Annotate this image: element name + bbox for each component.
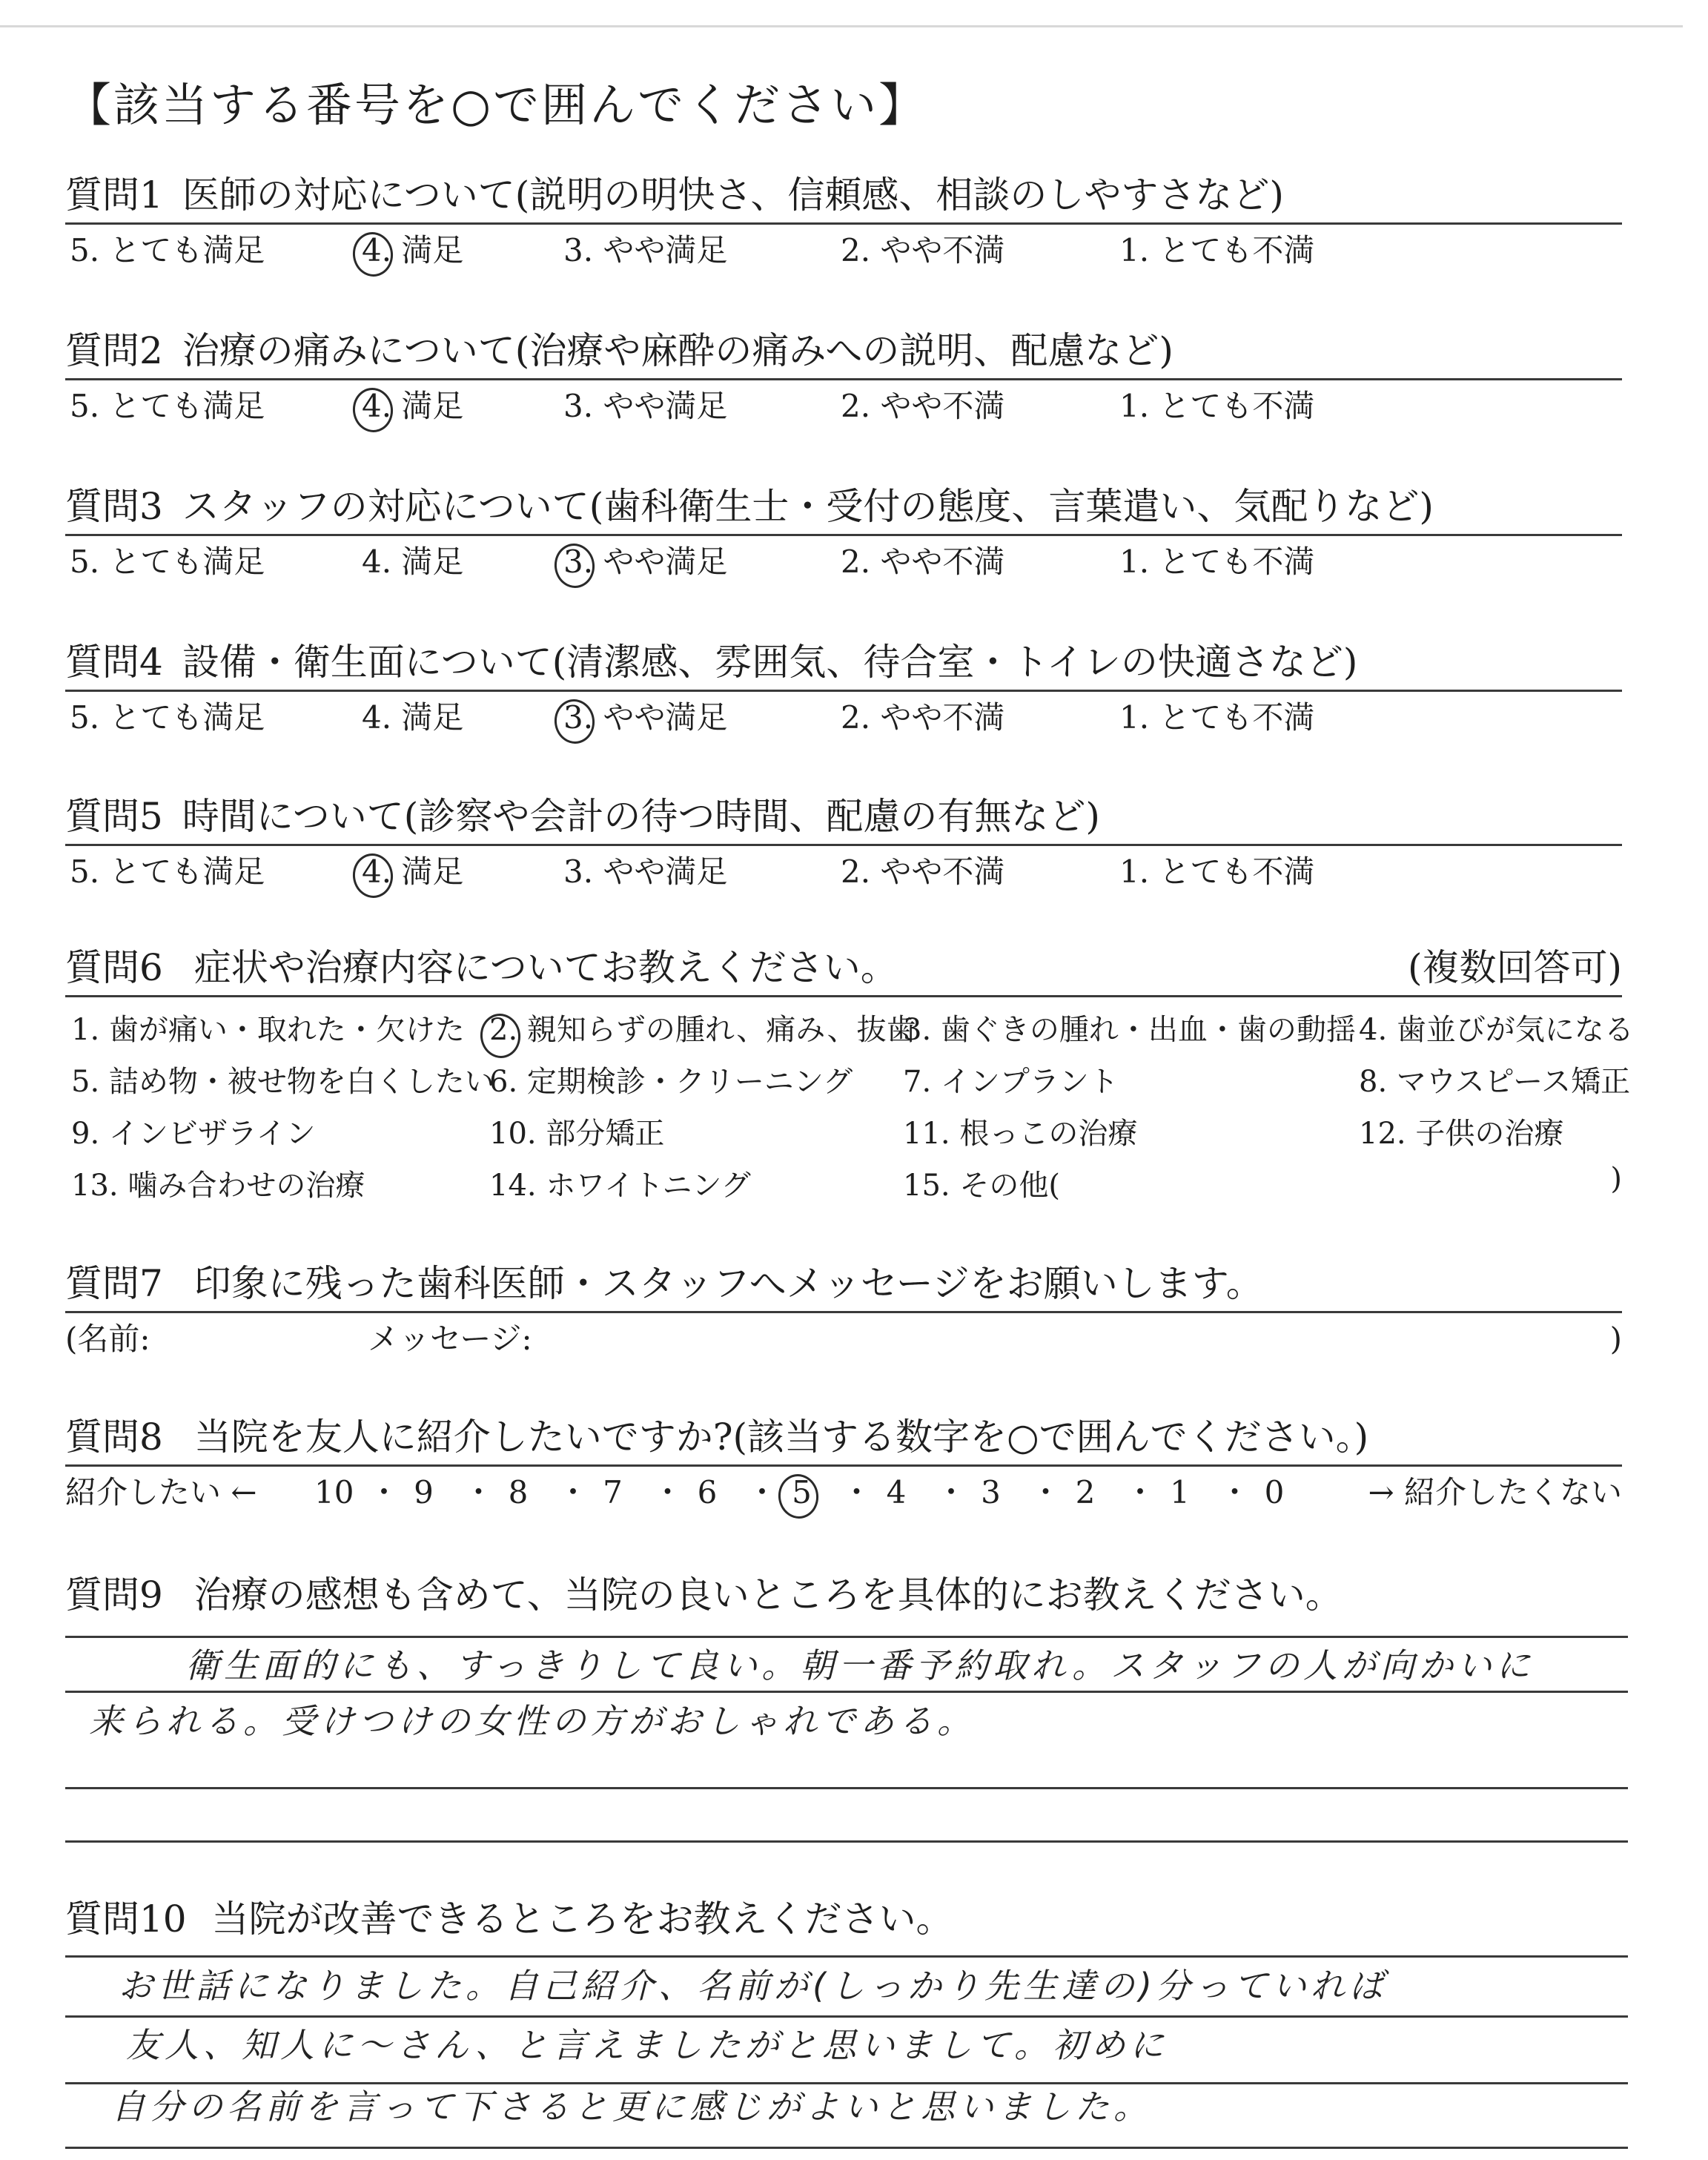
rating-option-label: 3. やや満足 xyxy=(563,853,728,890)
scale-value-10[interactable]: 10 xyxy=(314,1474,354,1510)
rating-options xyxy=(65,692,1622,744)
rating-option-label: 3. やや満足 xyxy=(563,232,728,268)
rating-option-label: 3. やや満足 xyxy=(563,388,728,424)
symptom-option-14[interactable]: 14. ホワイトニング xyxy=(489,1169,751,1203)
rating-option-label: 4. 満足 xyxy=(362,380,463,432)
symptom-option-12[interactable]: 12. 子供の治療 xyxy=(1359,1117,1564,1151)
symptom-option-10[interactable]: 10. 部分矯正 xyxy=(489,1117,665,1151)
rating-option-3[interactable] xyxy=(563,692,727,744)
scale-separator: ・ xyxy=(841,1474,873,1510)
symptom-option-1[interactable]: 1. 歯が痛い・取れた・欠けた xyxy=(71,1013,465,1047)
question-text: 時間について(診察や会計の待つ時間、配慮の有無など) xyxy=(182,795,1100,838)
symptom-option-5[interactable]: 5. 詰め物・被せ物を白くしたい xyxy=(71,1065,494,1099)
answer-line xyxy=(65,2015,1628,2018)
scale-value-8[interactable]: 8 xyxy=(508,1474,529,1510)
scale-separator: ・ xyxy=(1030,1474,1062,1510)
rating-option-label: 5. とても満足 xyxy=(70,232,265,268)
scale-separator: ・ xyxy=(1125,1474,1156,1510)
rating-option-2[interactable] xyxy=(841,380,1004,432)
rating-option-label: 2. やや不満 xyxy=(841,853,1005,890)
other-close-paren: ) xyxy=(1610,1162,1622,1196)
rating-option-label: 5. とても満足 xyxy=(70,544,265,580)
question-text: 治療の感想も含めて、当院の良いところを具体的にお教えください。 xyxy=(193,1573,1343,1616)
rating-option-label: 4. 満足 xyxy=(362,544,464,580)
rating-option-label: 4. 満足 xyxy=(362,225,463,277)
page-title: 【該当する番号を○で囲んでください】 xyxy=(65,78,927,132)
rating-option-1[interactable] xyxy=(1119,380,1314,432)
rating-option-label: 1. とても不満 xyxy=(1119,232,1315,268)
scale-value-2[interactable]: 2 xyxy=(1075,1474,1096,1510)
rating-option-1[interactable] xyxy=(1119,846,1314,898)
scale-value-7[interactable]: 7 xyxy=(603,1474,623,1510)
rating-option-1[interactable] xyxy=(1119,536,1314,588)
answer-line xyxy=(65,1691,1628,1693)
rating-option-label: 3. やや満足 xyxy=(563,536,727,588)
scale-value-3[interactable]: 3 xyxy=(981,1474,1001,1510)
rating-option-2[interactable] xyxy=(841,846,1004,898)
question-label: 質問5 xyxy=(65,795,163,838)
scale-separator: ・ xyxy=(1219,1474,1251,1510)
question-label: 質問8 xyxy=(65,1416,163,1459)
q7-fields xyxy=(65,1313,1622,1365)
question-9 xyxy=(65,1571,1622,1619)
rating-option-1[interactable] xyxy=(1119,692,1314,744)
question-7 xyxy=(65,1259,1622,1365)
scale-left-label: 紹介したい ← xyxy=(65,1474,257,1510)
rating-option-4[interactable] xyxy=(362,536,463,588)
close-paren: ) xyxy=(1609,1321,1622,1357)
question-label: 質問3 xyxy=(65,485,163,528)
rating-option-label: 2. やや不満 xyxy=(841,699,1005,736)
rating-option-4[interactable] xyxy=(362,380,463,432)
rating-option-1[interactable] xyxy=(1119,225,1314,277)
rating-option-label: 5. とても満足 xyxy=(70,699,265,736)
scale-value-4[interactable]: 4 xyxy=(886,1474,907,1510)
rating-option-label: 3. やや満足 xyxy=(563,692,727,744)
multi-answer-note: (複数回答可) xyxy=(1407,946,1622,989)
question-text: 当院が改善できるところをお教えください。 xyxy=(211,1898,953,1941)
scale-value-1[interactable]: 1 xyxy=(1170,1474,1190,1510)
answer-line xyxy=(65,2147,1628,2149)
answer-line xyxy=(65,1636,1628,1638)
answer-line xyxy=(65,1955,1628,1958)
question-1 xyxy=(65,171,1622,277)
name-label: (名前: xyxy=(65,1321,150,1357)
scale-separator: ・ xyxy=(463,1474,494,1510)
answer-line xyxy=(65,1840,1628,1843)
scale-separator: ・ xyxy=(652,1474,683,1510)
rating-option-2[interactable] xyxy=(841,225,1004,277)
top-border xyxy=(0,25,1683,27)
rating-option-5[interactable] xyxy=(70,225,265,277)
rating-option-label: 4. 満足 xyxy=(362,846,463,898)
symptom-option-11[interactable]: 11. 根っこの治療 xyxy=(903,1117,1138,1151)
rating-option-2[interactable] xyxy=(841,536,1004,588)
question-label: 質問2 xyxy=(65,329,163,372)
symptom-option-2[interactable]: 2. 親知らずの腫れ、痛み、抜歯 xyxy=(489,1006,916,1048)
rating-option-5[interactable] xyxy=(70,846,265,898)
symptom-option-13[interactable]: 13. 噛み合わせの治療 xyxy=(71,1169,365,1203)
rating-option-label: 1. とても不満 xyxy=(1119,544,1315,580)
question-label: 質問7 xyxy=(65,1262,163,1305)
question-text: 治療の痛みについて(治療や麻酔の痛みへの説明、配慮など) xyxy=(182,329,1174,372)
rating-option-label: 2. やや不満 xyxy=(841,544,1005,580)
symptom-option-3[interactable]: 3. 歯ぐきの腫れ・出血・歯の動揺 xyxy=(903,1013,1356,1047)
question-4 xyxy=(65,638,1622,744)
rating-option-label: 2. やや不満 xyxy=(841,388,1005,424)
rating-option-3[interactable] xyxy=(563,536,727,588)
symptom-option-9[interactable]: 9. インビザライン xyxy=(71,1117,316,1151)
rating-option-label: 5. とても満足 xyxy=(70,388,265,424)
scale-value-0[interactable]: 0 xyxy=(1264,1474,1285,1510)
symptom-option-4[interactable]: 4. 歯並びが気になる xyxy=(1359,1013,1634,1047)
question-label: 質問1 xyxy=(65,174,163,217)
message-label: メッセージ: xyxy=(368,1321,532,1357)
rating-option-label: 1. とても不満 xyxy=(1119,699,1315,736)
rating-option-3[interactable] xyxy=(563,380,727,432)
question-text: 医師の対応について(説明の明快さ、信頼感、相談のしやすさなど) xyxy=(182,174,1284,217)
symptom-option-8[interactable]: 8. マウスピース矯正 xyxy=(1359,1065,1631,1099)
scale-value-6[interactable]: 6 xyxy=(697,1474,718,1510)
question-3 xyxy=(65,482,1622,588)
question-text: 症状や治療内容についてお教えください。 xyxy=(193,946,898,989)
rating-options xyxy=(65,380,1622,432)
scale-separator: ・ xyxy=(368,1474,400,1510)
q9-answer-line-1: 衛生面的にも、すっきりして良い。朝一番予約取れ。スタッフの人が向かいに xyxy=(185,1645,1535,1685)
question-2 xyxy=(65,326,1622,432)
question-10 xyxy=(65,1895,1622,1943)
question-label: 質問10 xyxy=(65,1898,187,1941)
scale-value-9[interactable]: 9 xyxy=(414,1474,434,1510)
question-5 xyxy=(65,792,1622,898)
question-text: スタッフの対応について(歯科衛生士・受付の態度、言葉遣い、気配りなど) xyxy=(182,485,1434,528)
rating-option-3[interactable] xyxy=(563,846,727,898)
rating-options xyxy=(65,846,1622,898)
rating-option-4[interactable] xyxy=(362,846,463,898)
scale-separator: ・ xyxy=(936,1474,967,1510)
rating-option-label: 1. とても不満 xyxy=(1119,388,1315,424)
symptom-option-15[interactable]: 15. その他( xyxy=(903,1169,1060,1203)
rating-option-4[interactable] xyxy=(362,692,463,744)
rating-option-4[interactable] xyxy=(362,225,463,277)
rating-option-label: 5. とても満足 xyxy=(70,853,265,890)
rating-option-3[interactable] xyxy=(563,225,727,277)
question-text: 印象に残った歯科医師・スタッフへメッセージをお願いします。 xyxy=(193,1262,1263,1305)
rating-option-label: 2. やや不満 xyxy=(841,232,1005,268)
scale-value-5[interactable]: 5 xyxy=(787,1467,817,1519)
question-text: 設備・衛生面について(清潔感、雰囲気、待合室・トイレの快適さなど) xyxy=(182,641,1358,684)
rating-option-2[interactable] xyxy=(841,692,1004,744)
question-label: 質問6 xyxy=(65,946,163,989)
symptom-option-7[interactable]: 7. インプラント xyxy=(903,1065,1119,1099)
rating-options xyxy=(65,536,1622,588)
rating-option-5[interactable] xyxy=(70,692,265,744)
question-label: 質問9 xyxy=(65,1573,163,1616)
scale-separator: ・ xyxy=(557,1474,589,1510)
rating-option-5[interactable] xyxy=(70,536,265,588)
rating-options xyxy=(65,225,1622,277)
scale-right-label: → 紹介したくない xyxy=(1368,1474,1622,1510)
answer-line xyxy=(65,1787,1628,1789)
question-text: 当院を友人に紹介したいですか?(該当する数字を○で囲んでください。) xyxy=(193,1416,1369,1459)
q9-answer-line-2: 来られる。受けつけの女性の方がおしゃれである。 xyxy=(89,1701,976,1741)
q10-answer-line-3: 自分の名前を言って下さると更に感じがよいと思いました。 xyxy=(111,2087,1152,2127)
q10-answer-line-1: お世話になりました。自己紹介、名前が(しっかり先生達の)分っていれば xyxy=(119,1966,1388,2006)
q6-options xyxy=(65,997,1634,1212)
question-8 xyxy=(65,1413,1622,1519)
question-6 xyxy=(65,943,1634,1212)
symptom-option-6[interactable]: 6. 定期検診・クリーニング xyxy=(489,1065,853,1099)
rating-option-5[interactable] xyxy=(70,380,265,432)
scale-separator: ・ xyxy=(747,1474,778,1510)
rating-option-label: 4. 満足 xyxy=(362,699,464,736)
rating-option-label: 1. とても不満 xyxy=(1119,853,1315,890)
question-label: 質問4 xyxy=(65,641,163,684)
recommend-scale xyxy=(65,1467,1622,1519)
q10-answer-line-2: 友人、知人に〜さん、と言えましたがと思いまして。初めに xyxy=(126,2025,1168,2065)
